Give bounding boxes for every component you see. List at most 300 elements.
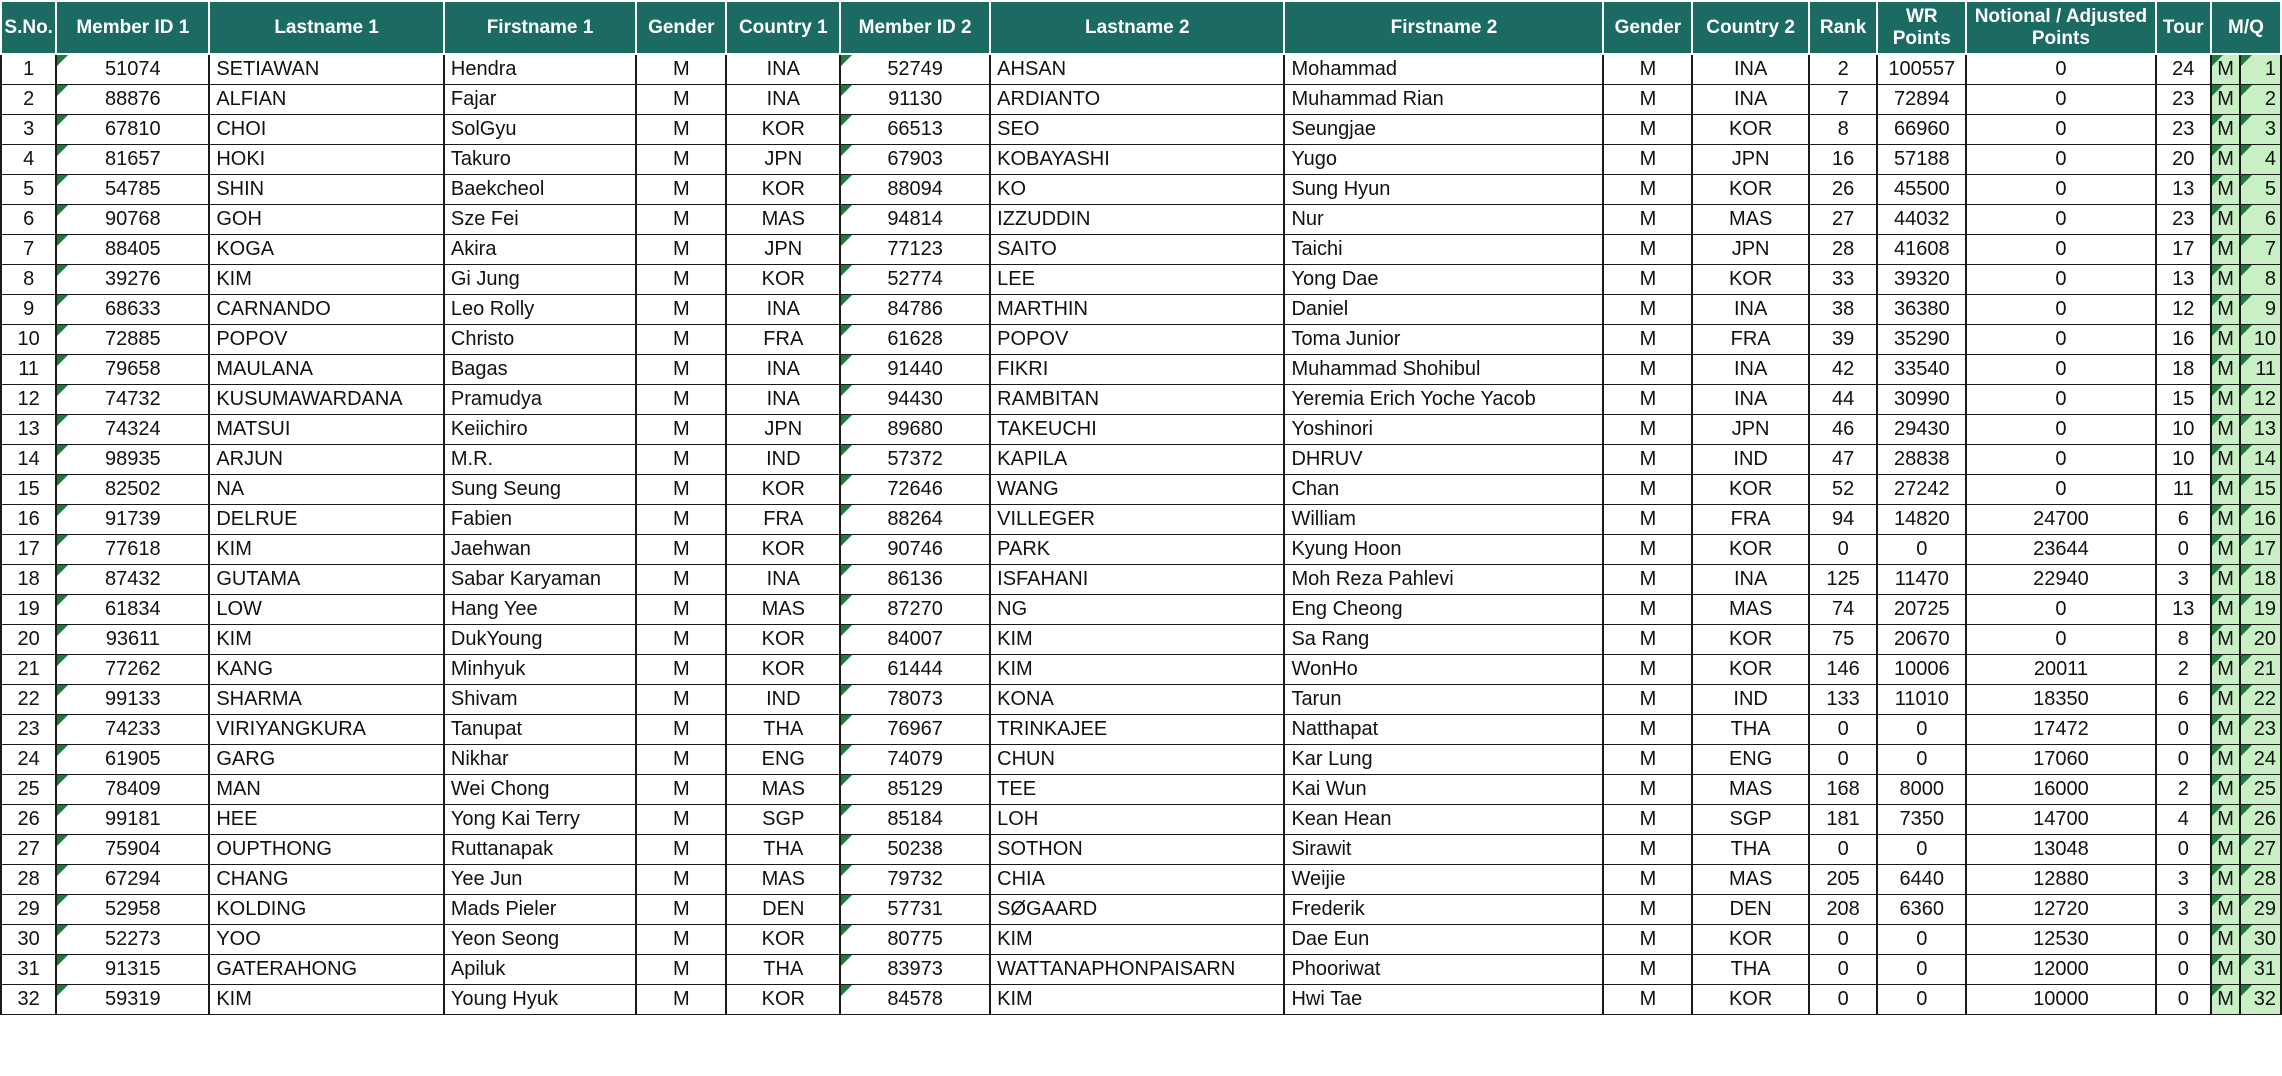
cell-notional-points[interactable]: 12000	[1966, 954, 2155, 984]
column-header-sno[interactable]: S.No.	[1, 1, 56, 54]
cell-lastname-1[interactable]: GARG	[209, 744, 444, 774]
cell-lastname-2[interactable]: TEE	[990, 774, 1284, 804]
cell-sno[interactable]: 14	[1, 444, 56, 474]
cell-country-1[interactable]: INA	[726, 384, 840, 414]
cell-lastname-1[interactable]: DELRUE	[209, 504, 444, 534]
cell-gender-1[interactable]: M	[636, 804, 726, 834]
cell-notional-points[interactable]: 13048	[1966, 834, 2155, 864]
cell-firstname-2[interactable]: Yoshinori	[1284, 414, 1603, 444]
cell-firstname-2[interactable]: Kar Lung	[1284, 744, 1603, 774]
cell-gender-2[interactable]: M	[1603, 564, 1692, 594]
cell-wr-points[interactable]: 11470	[1877, 564, 1966, 594]
cell-mq-letter[interactable]: M	[2211, 684, 2240, 714]
cell-firstname-2[interactable]: Taichi	[1284, 234, 1603, 264]
cell-mq-letter[interactable]: M	[2211, 714, 2240, 744]
cell-country-2[interactable]: DEN	[1692, 894, 1809, 924]
cell-gender-2[interactable]: M	[1603, 984, 1692, 1014]
cell-member-id-2[interactable]: 83973	[840, 954, 990, 984]
cell-gender-2[interactable]: M	[1603, 744, 1692, 774]
cell-firstname-2[interactable]: Yeremia Erich Yoche Yacob	[1284, 384, 1603, 414]
cell-sno[interactable]: 17	[1, 534, 56, 564]
cell-mq-letter[interactable]: M	[2211, 654, 2240, 684]
cell-lastname-2[interactable]: LEE	[990, 264, 1284, 294]
cell-rank[interactable]: 39	[1809, 324, 1877, 354]
cell-tour[interactable]: 0	[2156, 714, 2211, 744]
cell-notional-points[interactable]: 12880	[1966, 864, 2155, 894]
cell-tour[interactable]: 23	[2156, 114, 2211, 144]
cell-wr-points[interactable]: 0	[1877, 984, 1966, 1014]
cell-country-1[interactable]: KOR	[726, 114, 840, 144]
cell-lastname-2[interactable]: SØGAARD	[990, 894, 1284, 924]
table-row[interactable]	[1, 714, 2281, 744]
cell-mq-letter[interactable]: M	[2211, 774, 2240, 804]
cell-mq-letter[interactable]: M	[2211, 804, 2240, 834]
cell-firstname-2[interactable]: Kyung Hoon	[1284, 534, 1603, 564]
cell-gender-2[interactable]: M	[1603, 84, 1692, 114]
cell-sno[interactable]: 30	[1, 924, 56, 954]
cell-country-1[interactable]: INA	[726, 564, 840, 594]
cell-mq-number[interactable]: 8	[2240, 264, 2281, 294]
cell-member-id-2[interactable]: 88094	[840, 174, 990, 204]
cell-country-1[interactable]: FRA	[726, 504, 840, 534]
cell-firstname-1[interactable]: M.R.	[444, 444, 636, 474]
cell-lastname-1[interactable]: MAULANA	[209, 354, 444, 384]
cell-lastname-2[interactable]: KIM	[990, 624, 1284, 654]
column-header-tour[interactable]: Tour	[2156, 1, 2211, 54]
cell-country-2[interactable]: MAS	[1692, 774, 1809, 804]
cell-mq-letter[interactable]: M	[2211, 894, 2240, 924]
cell-gender-2[interactable]: M	[1603, 174, 1692, 204]
cell-sno[interactable]: 32	[1, 984, 56, 1014]
cell-firstname-1[interactable]: Sabar Karyaman	[444, 564, 636, 594]
cell-wr-points[interactable]: 11010	[1877, 684, 1966, 714]
cell-mq-number[interactable]: 15	[2240, 474, 2281, 504]
cell-wr-points[interactable]: 30990	[1877, 384, 1966, 414]
cell-rank[interactable]: 168	[1809, 774, 1877, 804]
table-row[interactable]	[1, 444, 2281, 474]
cell-firstname-1[interactable]: Sung Seung	[444, 474, 636, 504]
cell-gender-1[interactable]: M	[636, 864, 726, 894]
cell-member-id-1[interactable]: 52958	[56, 894, 209, 924]
cell-rank[interactable]: 52	[1809, 474, 1877, 504]
cell-country-1[interactable]: INA	[726, 354, 840, 384]
cell-lastname-2[interactable]: FIKRI	[990, 354, 1284, 384]
cell-country-1[interactable]: THA	[726, 954, 840, 984]
cell-wr-points[interactable]: 10006	[1877, 654, 1966, 684]
cell-gender-1[interactable]: M	[636, 834, 726, 864]
cell-member-id-1[interactable]: 88876	[56, 84, 209, 114]
column-header-gender-2[interactable]: Gender	[1603, 1, 1692, 54]
cell-member-id-1[interactable]: 74233	[56, 714, 209, 744]
cell-firstname-2[interactable]: Toma Junior	[1284, 324, 1603, 354]
cell-tour[interactable]: 11	[2156, 474, 2211, 504]
cell-country-2[interactable]: KOR	[1692, 474, 1809, 504]
cell-member-id-1[interactable]: 74324	[56, 414, 209, 444]
cell-mq-letter[interactable]: M	[2211, 384, 2240, 414]
cell-notional-points[interactable]: 24700	[1966, 504, 2155, 534]
table-row[interactable]	[1, 234, 2281, 264]
cell-wr-points[interactable]: 29430	[1877, 414, 1966, 444]
table-row[interactable]	[1, 744, 2281, 774]
cell-firstname-2[interactable]: Sirawit	[1284, 834, 1603, 864]
cell-firstname-2[interactable]: Moh Reza Pahlevi	[1284, 564, 1603, 594]
cell-notional-points[interactable]: 0	[1966, 384, 2155, 414]
cell-member-id-1[interactable]: 61905	[56, 744, 209, 774]
cell-country-1[interactable]: DEN	[726, 894, 840, 924]
cell-member-id-1[interactable]: 67810	[56, 114, 209, 144]
cell-tour[interactable]: 15	[2156, 384, 2211, 414]
cell-mq-number[interactable]: 14	[2240, 444, 2281, 474]
cell-country-2[interactable]: JPN	[1692, 234, 1809, 264]
cell-firstname-2[interactable]: Seungjae	[1284, 114, 1603, 144]
cell-lastname-2[interactable]: RAMBITAN	[990, 384, 1284, 414]
cell-gender-1[interactable]: M	[636, 354, 726, 384]
cell-country-2[interactable]: KOR	[1692, 174, 1809, 204]
cell-firstname-1[interactable]: Keiichiro	[444, 414, 636, 444]
cell-lastname-2[interactable]: KIM	[990, 924, 1284, 954]
cell-member-id-2[interactable]: 80775	[840, 924, 990, 954]
cell-mq-number[interactable]: 5	[2240, 174, 2281, 204]
cell-tour[interactable]: 0	[2156, 954, 2211, 984]
cell-country-1[interactable]: KOR	[726, 534, 840, 564]
cell-country-1[interactable]: KOR	[726, 624, 840, 654]
table-row[interactable]	[1, 624, 2281, 654]
cell-firstname-1[interactable]: Wei Chong	[444, 774, 636, 804]
cell-firstname-2[interactable]: Weijie	[1284, 864, 1603, 894]
cell-gender-2[interactable]: M	[1603, 654, 1692, 684]
cell-lastname-2[interactable]: KOBAYASHI	[990, 144, 1284, 174]
cell-country-2[interactable]: INA	[1692, 294, 1809, 324]
cell-country-2[interactable]: FRA	[1692, 324, 1809, 354]
cell-wr-points[interactable]: 44032	[1877, 204, 1966, 234]
cell-gender-1[interactable]: M	[636, 444, 726, 474]
cell-gender-2[interactable]: M	[1603, 894, 1692, 924]
cell-wr-points[interactable]: 45500	[1877, 174, 1966, 204]
cell-lastname-2[interactable]: KO	[990, 174, 1284, 204]
cell-mq-number[interactable]: 4	[2240, 144, 2281, 174]
cell-lastname-2[interactable]: LOH	[990, 804, 1284, 834]
cell-mq-number[interactable]: 19	[2240, 594, 2281, 624]
table-row[interactable]	[1, 984, 2281, 1014]
cell-notional-points[interactable]: 0	[1966, 144, 2155, 174]
cell-mq-number[interactable]: 28	[2240, 864, 2281, 894]
cell-member-id-2[interactable]: 91440	[840, 354, 990, 384]
cell-gender-1[interactable]: M	[636, 54, 726, 84]
column-header-gender-1[interactable]: Gender	[636, 1, 726, 54]
table-row[interactable]	[1, 414, 2281, 444]
cell-member-id-1[interactable]: 87432	[56, 564, 209, 594]
cell-member-id-1[interactable]: 74732	[56, 384, 209, 414]
cell-lastname-1[interactable]: CARNANDO	[209, 294, 444, 324]
cell-country-1[interactable]: MAS	[726, 594, 840, 624]
cell-wr-points[interactable]: 6360	[1877, 894, 1966, 924]
cell-rank[interactable]: 28	[1809, 234, 1877, 264]
cell-firstname-1[interactable]: Pramudya	[444, 384, 636, 414]
cell-mq-letter[interactable]: M	[2211, 984, 2240, 1014]
cell-wr-points[interactable]: 0	[1877, 924, 1966, 954]
table-row[interactable]	[1, 954, 2281, 984]
column-header-wr-points[interactable]: WR Points	[1877, 1, 1966, 54]
cell-mq-number[interactable]: 18	[2240, 564, 2281, 594]
cell-tour[interactable]: 3	[2156, 894, 2211, 924]
cell-member-id-2[interactable]: 61444	[840, 654, 990, 684]
cell-mq-letter[interactable]: M	[2211, 444, 2240, 474]
cell-gender-2[interactable]: M	[1603, 234, 1692, 264]
cell-wr-points[interactable]: 14820	[1877, 504, 1966, 534]
cell-gender-1[interactable]: M	[636, 204, 726, 234]
cell-gender-1[interactable]: M	[636, 684, 726, 714]
cell-sno[interactable]: 29	[1, 894, 56, 924]
cell-gender-1[interactable]: M	[636, 474, 726, 504]
cell-firstname-1[interactable]: Yee Jun	[444, 864, 636, 894]
cell-lastname-2[interactable]: ARDIANTO	[990, 84, 1284, 114]
cell-gender-2[interactable]: M	[1603, 774, 1692, 804]
cell-gender-1[interactable]: M	[636, 564, 726, 594]
cell-rank[interactable]: 0	[1809, 534, 1877, 564]
column-header-country-1[interactable]: Country 1	[726, 1, 840, 54]
cell-rank[interactable]: 46	[1809, 414, 1877, 444]
cell-country-1[interactable]: JPN	[726, 144, 840, 174]
cell-mq-number[interactable]: 6	[2240, 204, 2281, 234]
cell-lastname-1[interactable]: KIM	[209, 264, 444, 294]
cell-country-2[interactable]: THA	[1692, 834, 1809, 864]
cell-gender-1[interactable]: M	[636, 234, 726, 264]
cell-sno[interactable]: 26	[1, 804, 56, 834]
cell-country-2[interactable]: THA	[1692, 954, 1809, 984]
cell-member-id-1[interactable]: 88405	[56, 234, 209, 264]
cell-wr-points[interactable]: 28838	[1877, 444, 1966, 474]
cell-lastname-1[interactable]: VIRIYANGKURA	[209, 714, 444, 744]
cell-gender-2[interactable]: M	[1603, 54, 1692, 84]
cell-gender-1[interactable]: M	[636, 894, 726, 924]
cell-gender-2[interactable]: M	[1603, 534, 1692, 564]
cell-wr-points[interactable]: 36380	[1877, 294, 1966, 324]
cell-lastname-2[interactable]: SEO	[990, 114, 1284, 144]
cell-member-id-1[interactable]: 54785	[56, 174, 209, 204]
cell-tour[interactable]: 10	[2156, 414, 2211, 444]
cell-firstname-2[interactable]: Natthapat	[1284, 714, 1603, 744]
table-row[interactable]	[1, 204, 2281, 234]
table-row[interactable]	[1, 534, 2281, 564]
table-row[interactable]	[1, 504, 2281, 534]
cell-firstname-1[interactable]: Fabien	[444, 504, 636, 534]
cell-firstname-1[interactable]: Akira	[444, 234, 636, 264]
cell-member-id-2[interactable]: 76967	[840, 714, 990, 744]
table-row[interactable]	[1, 774, 2281, 804]
column-header-lastname-1[interactable]: Lastname 1	[209, 1, 444, 54]
column-header-firstname-1[interactable]: Firstname 1	[444, 1, 636, 54]
cell-gender-1[interactable]: M	[636, 114, 726, 144]
cell-wr-points[interactable]: 20670	[1877, 624, 1966, 654]
cell-mq-number[interactable]: 9	[2240, 294, 2281, 324]
cell-tour[interactable]: 8	[2156, 624, 2211, 654]
table-row[interactable]	[1, 684, 2281, 714]
cell-firstname-1[interactable]: Shivam	[444, 684, 636, 714]
column-header-mq[interactable]: M/Q	[2211, 1, 2281, 54]
cell-member-id-2[interactable]: 87270	[840, 594, 990, 624]
cell-firstname-2[interactable]: Chan	[1284, 474, 1603, 504]
cell-gender-2[interactable]: M	[1603, 864, 1692, 894]
cell-tour[interactable]: 23	[2156, 204, 2211, 234]
cell-tour[interactable]: 0	[2156, 534, 2211, 564]
cell-rank[interactable]: 0	[1809, 744, 1877, 774]
cell-member-id-2[interactable]: 84007	[840, 624, 990, 654]
cell-lastname-1[interactable]: HEE	[209, 804, 444, 834]
cell-gender-2[interactable]: M	[1603, 294, 1692, 324]
cell-country-1[interactable]: FRA	[726, 324, 840, 354]
cell-mq-number[interactable]: 31	[2240, 954, 2281, 984]
cell-notional-points[interactable]: 12530	[1966, 924, 2155, 954]
cell-lastname-1[interactable]: ALFIAN	[209, 84, 444, 114]
cell-country-1[interactable]: IND	[726, 684, 840, 714]
cell-rank[interactable]: 133	[1809, 684, 1877, 714]
cell-firstname-1[interactable]: Yeon Seong	[444, 924, 636, 954]
cell-tour[interactable]: 2	[2156, 654, 2211, 684]
cell-country-2[interactable]: THA	[1692, 714, 1809, 744]
cell-gender-2[interactable]: M	[1603, 624, 1692, 654]
cell-lastname-2[interactable]: CHIA	[990, 864, 1284, 894]
cell-firstname-2[interactable]: Daniel	[1284, 294, 1603, 324]
table-row[interactable]	[1, 594, 2281, 624]
cell-wr-points[interactable]: 0	[1877, 954, 1966, 984]
cell-mq-number[interactable]: 27	[2240, 834, 2281, 864]
table-row[interactable]	[1, 564, 2281, 594]
cell-member-id-2[interactable]: 84786	[840, 294, 990, 324]
cell-mq-number[interactable]: 12	[2240, 384, 2281, 414]
cell-lastname-1[interactable]: CHANG	[209, 864, 444, 894]
cell-member-id-2[interactable]: 77123	[840, 234, 990, 264]
cell-mq-number[interactable]: 11	[2240, 354, 2281, 384]
cell-gender-2[interactable]: M	[1603, 474, 1692, 504]
table-row[interactable]	[1, 114, 2281, 144]
cell-tour[interactable]: 10	[2156, 444, 2211, 474]
cell-sno[interactable]: 4	[1, 144, 56, 174]
cell-mq-letter[interactable]: M	[2211, 744, 2240, 774]
cell-gender-1[interactable]: M	[636, 144, 726, 174]
cell-firstname-1[interactable]: Sze Fei	[444, 204, 636, 234]
cell-sno[interactable]: 22	[1, 684, 56, 714]
cell-rank[interactable]: 44	[1809, 384, 1877, 414]
cell-firstname-1[interactable]: Jaehwan	[444, 534, 636, 564]
cell-mq-letter[interactable]: M	[2211, 414, 2240, 444]
cell-country-1[interactable]: KOR	[726, 654, 840, 684]
cell-firstname-2[interactable]: Sung Hyun	[1284, 174, 1603, 204]
cell-member-id-2[interactable]: 74079	[840, 744, 990, 774]
cell-mq-number[interactable]: 3	[2240, 114, 2281, 144]
cell-mq-number[interactable]: 32	[2240, 984, 2281, 1014]
cell-notional-points[interactable]: 0	[1966, 264, 2155, 294]
cell-sno[interactable]: 6	[1, 204, 56, 234]
cell-gender-1[interactable]: M	[636, 714, 726, 744]
column-header-member-id-2[interactable]: Member ID 2	[840, 1, 990, 54]
cell-firstname-1[interactable]: SolGyu	[444, 114, 636, 144]
cell-gender-1[interactable]: M	[636, 924, 726, 954]
cell-mq-letter[interactable]: M	[2211, 204, 2240, 234]
cell-sno[interactable]: 10	[1, 324, 56, 354]
cell-mq-letter[interactable]: M	[2211, 834, 2240, 864]
cell-firstname-1[interactable]: Yong Kai Terry	[444, 804, 636, 834]
column-header-firstname-2[interactable]: Firstname 2	[1284, 1, 1603, 54]
cell-notional-points[interactable]: 0	[1966, 624, 2155, 654]
cell-wr-points[interactable]: 100557	[1877, 54, 1966, 84]
table-row[interactable]	[1, 174, 2281, 204]
cell-notional-points[interactable]: 0	[1966, 444, 2155, 474]
cell-firstname-2[interactable]: Hwi Tae	[1284, 984, 1603, 1014]
cell-wr-points[interactable]: 39320	[1877, 264, 1966, 294]
cell-tour[interactable]: 16	[2156, 324, 2211, 354]
cell-rank[interactable]: 94	[1809, 504, 1877, 534]
cell-country-2[interactable]: KOR	[1692, 924, 1809, 954]
cell-tour[interactable]: 13	[2156, 264, 2211, 294]
cell-lastname-1[interactable]: SHARMA	[209, 684, 444, 714]
cell-notional-points[interactable]: 20011	[1966, 654, 2155, 684]
cell-tour[interactable]: 12	[2156, 294, 2211, 324]
cell-gender-1[interactable]: M	[636, 744, 726, 774]
cell-tour[interactable]: 17	[2156, 234, 2211, 264]
cell-wr-points[interactable]: 7350	[1877, 804, 1966, 834]
cell-notional-points[interactable]: 0	[1966, 474, 2155, 504]
cell-wr-points[interactable]: 35290	[1877, 324, 1966, 354]
cell-rank[interactable]: 42	[1809, 354, 1877, 384]
cell-country-1[interactable]: INA	[726, 54, 840, 84]
cell-firstname-1[interactable]: Nikhar	[444, 744, 636, 774]
cell-firstname-2[interactable]: Muhammad Shohibul	[1284, 354, 1603, 384]
cell-country-2[interactable]: MAS	[1692, 204, 1809, 234]
cell-sno[interactable]: 3	[1, 114, 56, 144]
cell-lastname-2[interactable]: AHSAN	[990, 54, 1284, 84]
cell-rank[interactable]: 146	[1809, 654, 1877, 684]
cell-gender-2[interactable]: M	[1603, 444, 1692, 474]
cell-tour[interactable]: 24	[2156, 54, 2211, 84]
cell-member-id-2[interactable]: 91130	[840, 84, 990, 114]
cell-country-1[interactable]: THA	[726, 834, 840, 864]
cell-sno[interactable]: 18	[1, 564, 56, 594]
cell-rank[interactable]: 0	[1809, 834, 1877, 864]
cell-rank[interactable]: 0	[1809, 954, 1877, 984]
cell-mq-number[interactable]: 1	[2240, 54, 2281, 84]
cell-tour[interactable]: 6	[2156, 684, 2211, 714]
cell-member-id-1[interactable]: 77262	[56, 654, 209, 684]
cell-lastname-1[interactable]: MATSUI	[209, 414, 444, 444]
cell-wr-points[interactable]: 27242	[1877, 474, 1966, 504]
cell-country-2[interactable]: INA	[1692, 384, 1809, 414]
cell-lastname-2[interactable]: MARTHIN	[990, 294, 1284, 324]
cell-gender-2[interactable]: M	[1603, 804, 1692, 834]
cell-tour[interactable]: 6	[2156, 504, 2211, 534]
cell-wr-points[interactable]: 57188	[1877, 144, 1966, 174]
cell-lastname-2[interactable]: CHUN	[990, 744, 1284, 774]
cell-gender-2[interactable]: M	[1603, 324, 1692, 354]
table-row[interactable]	[1, 144, 2281, 174]
cell-country-1[interactable]: JPN	[726, 234, 840, 264]
cell-sno[interactable]: 25	[1, 774, 56, 804]
cell-lastname-2[interactable]: WANG	[990, 474, 1284, 504]
cell-mq-number[interactable]: 10	[2240, 324, 2281, 354]
cell-firstname-1[interactable]: Fajar	[444, 84, 636, 114]
cell-member-id-1[interactable]: 81657	[56, 144, 209, 174]
table-row[interactable]	[1, 894, 2281, 924]
column-header-notional-points[interactable]: Notional / Adjusted Points	[1966, 1, 2155, 54]
cell-firstname-1[interactable]: Young Hyuk	[444, 984, 636, 1014]
cell-member-id-2[interactable]: 72646	[840, 474, 990, 504]
cell-firstname-1[interactable]: Christo	[444, 324, 636, 354]
cell-mq-letter[interactable]: M	[2211, 114, 2240, 144]
cell-country-1[interactable]: SGP	[726, 804, 840, 834]
cell-member-id-2[interactable]: 86136	[840, 564, 990, 594]
cell-tour[interactable]: 3	[2156, 864, 2211, 894]
cell-wr-points[interactable]: 72894	[1877, 84, 1966, 114]
cell-notional-points[interactable]: 14700	[1966, 804, 2155, 834]
